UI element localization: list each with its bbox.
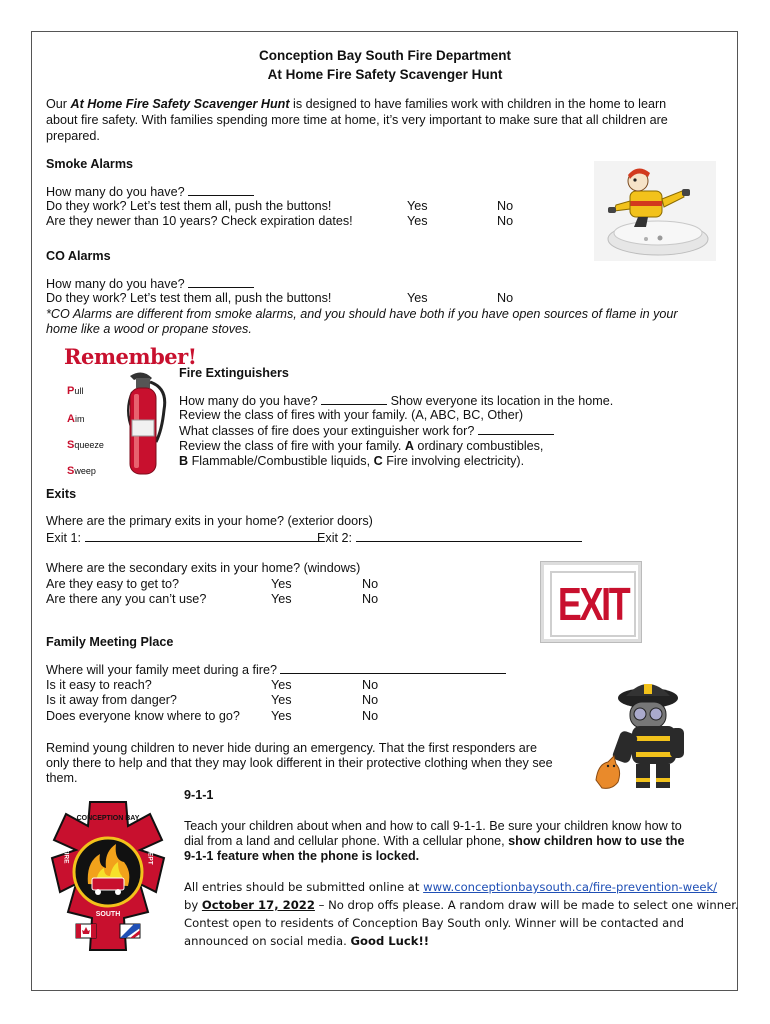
extinguisher-line-4: Review the class of fire with your family. A ordinary combustibles, [179, 439, 544, 453]
pass-item-pull: Pull [67, 385, 84, 397]
smoke-heading: Smoke Alarms [46, 157, 134, 171]
remember-title: Remember! [64, 344, 197, 369]
crest-top-text: CONCEPTION BAY [76, 815, 140, 822]
intro-line-3: prepared. [46, 129, 100, 143]
meeting-place-blank[interactable] [280, 662, 506, 674]
remind-line-1: Remind young children to never hide during an emergency. That the first responders are [46, 741, 537, 755]
exit-sign-image [541, 562, 641, 642]
intro-line-1: Our At Home Fire Safety Scavenger Hunt is designed to have families work with children in the home to learn [46, 97, 667, 111]
remember-pass-graphic [62, 344, 197, 480]
smoke-q3-yes[interactable]: Yes [407, 214, 428, 228]
meeting-q3-no[interactable]: No [362, 693, 379, 707]
exit-1-line: Exit 1: [46, 530, 319, 547]
crest-left-text: FIRE [62, 848, 70, 864]
entries-line-2: by October 17, 2022 – No drop offs please. A random draw will be made to select one winner. [184, 898, 739, 912]
smoke-q2: Do they work? Let’s test them all, push the buttons! [46, 199, 332, 213]
title-line-1: Conception Bay South Fire Department [258, 48, 512, 63]
crest-right-text: DEPT [146, 847, 154, 865]
pass-item-squeeze: Squeeze [67, 439, 104, 451]
meeting-q4-no[interactable]: No [362, 709, 379, 723]
meeting-q1: Where will your family meet during a fire? [46, 662, 506, 679]
co-heading: CO Alarms [46, 249, 111, 263]
exit-2-line: Exit 2: [317, 530, 582, 547]
co-q1: How many do you have? [46, 276, 254, 293]
answer-blank[interactable] [188, 276, 254, 288]
exits-heading: Exits [46, 487, 77, 501]
pass-item-sweep: Sweep [67, 465, 96, 477]
meeting-q4: Does everyone know where to go? [46, 709, 240, 723]
exits-q3-no[interactable]: No [362, 577, 379, 591]
co-q2: Do they work? Let’s test them all, push the buttons! [46, 291, 332, 305]
intro-line-2: about fire safety. With families spending more time at home, it’s very important to make sure that all children are [46, 113, 668, 127]
remind-line-3: them. [46, 771, 78, 785]
extinguisher-line-2: Review the class of fires with your family. (A, ABC, BC, Other) [179, 408, 524, 422]
meeting-q3: Is it away from danger? [46, 693, 177, 707]
smoke-q2-yes[interactable]: Yes [407, 199, 428, 213]
crest-bottom-text: SOUTH [95, 911, 121, 918]
co-q2-no[interactable]: No [497, 291, 514, 305]
smoke-q3-no[interactable]: No [497, 214, 514, 228]
deadline-date: October 17, 2022 [201, 898, 315, 912]
exit-sign-text: EXIT [557, 578, 629, 630]
answer-blank[interactable] [478, 423, 554, 435]
extinguisher-line-5: B Flammable/Combustible liquids, C Fire involving electricity). [179, 454, 525, 468]
entries-line-4: announced on social media. Good Luck!! [184, 934, 430, 948]
exits-q4-yes[interactable]: Yes [271, 592, 292, 606]
meeting-q3-yes[interactable]: Yes [271, 693, 292, 707]
exits-q3-yes[interactable]: Yes [271, 577, 292, 591]
entries-line-3: Contest open to residents of Conception Bay South only. Winner will be contacted and [184, 916, 684, 930]
extinguisher-line-1: How many do you have? Show everyone its location in the home. [179, 394, 614, 408]
exits-q2: Where are the secondary exits in your home? (windows) [46, 561, 361, 575]
meeting-q2: Is it easy to reach? [46, 678, 152, 692]
nine-one-one-line-1: Teach your children about when and how to call 9-1-1. Be sure your children know how to [184, 819, 682, 833]
fire-extinguisher-icon [112, 370, 174, 480]
smoke-q2-no[interactable]: No [497, 199, 514, 213]
co-note-line-2: home like a wood or propane stoves. [46, 322, 252, 336]
answer-blank[interactable] [188, 184, 254, 196]
contest-link[interactable]: www.conceptionbaysouth.ca/fire-prevention-week/ [423, 880, 718, 894]
entries-line-1: All entries should be submitted online at www.conceptionbaysouth.ca/fire-prevention-week/ [184, 880, 718, 894]
good-luck: Good Luck!! [350, 934, 430, 948]
meeting-q2-yes[interactable]: Yes [271, 678, 292, 692]
smoke-q1: How many do you have? [46, 184, 254, 201]
co-q2-yes[interactable]: Yes [407, 291, 428, 305]
co-note-line-1: *CO Alarms are different from smoke alarms, and you should have both if you have open sources of flame in your [46, 307, 678, 321]
remind-line-2: only there to help and that they may look different in their protective clothing when they see [46, 756, 553, 770]
exits-q4-no[interactable]: No [362, 592, 379, 606]
meeting-heading: Family Meeting Place [46, 635, 174, 649]
exits-q4: Are there any you can’t use? [46, 592, 207, 606]
pass-item-aim: Aim [67, 413, 85, 425]
extinguisher-heading: Fire Extinguishers [179, 366, 289, 380]
cbs-fire-department-crest [44, 800, 172, 960]
exit-1-blank[interactable] [85, 530, 319, 542]
extinguisher-line-3: What classes of fire does your extinguisher work for? [179, 423, 554, 440]
exits-q1: Where are the primary exits in your home? (exterior doors) [46, 514, 373, 528]
firefighter-cat-image [592, 678, 704, 796]
smoke-detector-mascot-image [594, 161, 716, 261]
nine-one-one-line-3: 9-1-1 feature when the phone is locked. [184, 849, 420, 863]
nine-one-one-heading: 9-1-1 [184, 788, 214, 802]
answer-blank[interactable] [321, 393, 387, 405]
exit-2-blank[interactable] [356, 530, 582, 542]
exits-q3: Are they easy to get to? [46, 577, 180, 591]
title-line-2: At Home Fire Safety Scavenger Hunt [267, 67, 503, 82]
smoke-q3: Are they newer than 10 years? Check expiration dates! [46, 214, 353, 228]
meeting-q2-no[interactable]: No [362, 678, 379, 692]
meeting-q4-yes[interactable]: Yes [271, 709, 292, 723]
nine-one-one-line-2: dial from a land and cellular phone. With a cellular phone, show children how to use the [184, 834, 685, 848]
